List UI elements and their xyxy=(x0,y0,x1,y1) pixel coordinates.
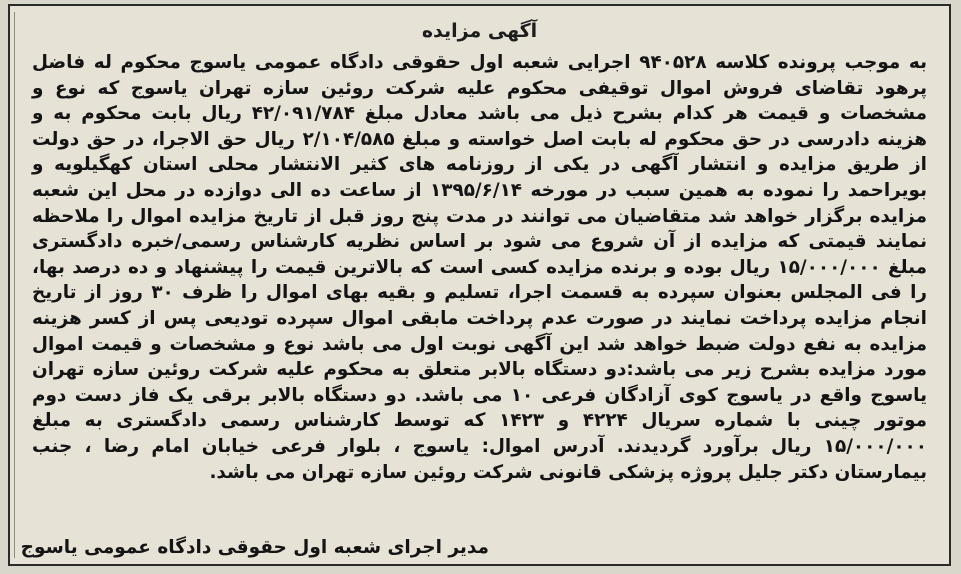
notice-signature: مدیر اجرای شعبه اول حقوقی دادگاه عمومی یاسوج xyxy=(20,537,489,558)
border-line xyxy=(14,12,15,558)
notice-body: به موجب پرونده کلاسه ۹۴۰۵۲۸ اجرایی شعبه اول حقوقی دادگاه عمومی یاسوج محکوم له فاضل پرهود تقاضای فروش اموال توقیفی محکوم علیه شرکت روئین سازه تهران یاسوج که نوع و مشخصات و قیمت هر کدام بشرح ذیل می باشد معادل مبلغ ۴۲/۰۹۱/۷۸۴ ریال بابت محکوم به و هزینه دادرسی در حق محکوم له بابت اصل خواسته و مبلغ ۲/۱۰۴/۵۸۵ ریال حق الاجرا، در حق دولت از طریق مزایده و انتشار آگهی در یکی از روزنامه های کثیر الانتشار محلی استان کهگیلویه و بویراحمد را نموده به همین سبب در مورخه ۱۳۹۵/۶/۱۴ از ساعت ده الی دوازده در محل این شعبه مزایده برگزار خواهد شد متقاضیان می توانند در مدت پنج روز قبل از تاریخ مزایده اموال را ملاحظه نمایند قیمتی که مزایده از آن شروع می شود بر اساس نظریه کارشناس رسمی/خبره دادگستری مبلغ ۱۵/۰۰۰/۰۰۰ ریال بوده و برنده مزایده کسی است که بالاترین قیمت را پیشنهاد و ده درصد بها، را فی المجلس بعنوان سپرده به قسمت اجرا، تسلیم و بقیه بهای اموال را ظرف ۳۰ روز از تاریخ انجام مزایده پرداخت نمایند در صورت عدم پرداخت مابقی اموال سپرده تودیعی پس از کسر هزینه مزایده به نفع دولت ضبط خواهد شد این آگهی نوبت اول می باشد نوع و مشخصات و قیمت اموال مورد مزایده بشرح زیر می باشد:دو دستگاه بالابر متعلق به محکوم علیه شرکت روئین سازه تهران یاسوج واقع در یاسوج کوی آزادگان فرعی ۱۰ می باشد. دو دستگاه بالابر برقی یک فاز دست دوم موتور چینی با شماره سریال ۴۲۲۴ و ۱۴۲۳ که توسط کارشناس رسمی دادگستری به مبلغ ۱۵/۰۰۰/۰۰۰ ریال برآورد گردیدند. آدرس اموال: یاسوج ، بلوار فرعی خیابان امام رضا ، جنب بیمارستان دکتر جلیل پروژه پزشکی قانونی شرکت روئین سازه تهران می باشد. xyxy=(32,52,927,483)
notice-title: آگهی مزایده xyxy=(421,20,538,42)
notice-clipping xyxy=(8,4,951,566)
